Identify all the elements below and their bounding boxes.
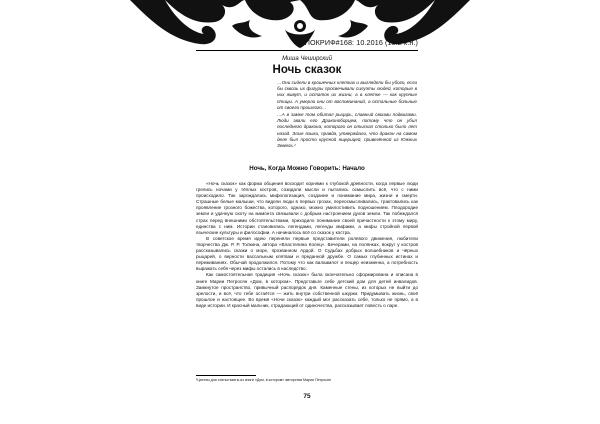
- section-heading: Ночь, Когда Можно Говорить: Начало: [249, 165, 365, 172]
- article-title: Ночь сказок: [272, 64, 342, 76]
- epigraph: [277, 80, 417, 150]
- page-number: 75: [303, 393, 311, 400]
- footnote: ¹Цитаты для статьи взяты из книги «Дом, в котором» авторства Марии Петросян: [196, 378, 331, 382]
- epigraph-paragraph: …Они сидели в крошечных клетках и выглядели бы убого, если бы сквозь их фигуры просвечивали силуэты людей, которые в них живут, и остаток их жизни, а в клетке — как крупные птицы. А умерли они от воспоминаний, а остальные больные от своего прошлого…: [277, 80, 417, 110]
- article-author: Миша Чеширский: [282, 56, 332, 62]
- body-paragraph: Как самостоятельная традиция «Ночь сказок» была окончательно сформирована и описана в книге Марии Петросян «Дом, в котором». Представьте себе детский дом для детей инвалидов. Замкнутое пространство, привычный распорядок дня. Каменные стены, из которых не выйти до зрелости, и всё, что тебе остаётся — жить внутри собственной шкурки. Придумывать жизнь, своё прошлое и настоящее. Во время «Ночи сказок» каждый мог рассказать себе, только не прямо, а в виде истории. И красный мальчик, страдающий от одиночества, рассказывает повесть о ларе.: [196, 272, 418, 308]
- epigraph-paragraph: …А в замке том обитал рыцарь, славный своими подвигами. Люди звали его Драконоборцем, потому что он убил последнего дракона, которого он отыскал столько было лет назад. Злые языки, правда, утверждали, что дракон на самом деле был просто крупной ящерицей, привезённой из Южных Земель.¹: [277, 112, 417, 149]
- body-paragraph: «Ночь сказок» как форма общения восходит корнями к глубокой древности, когда первые люди грелись ночами у тёплых костров, созидали мысли и пытались осмыслить всё, что с ними происходило. Так зарождалась мифологизация, создание и понимание мира, жизни и смерти. Страшные белые малыши, что видели люди в первых грозах, переосмысливались, трактовались как проявление грозного божества, которого, однако, можно умилостивить подношением. Плодородие земли и удачную охоту на мамонта связывали с добрым настроением духов земли. Так побеждался страх перед внешними обстоятельствами, приходило понимание своей причастности к этому миру, единства с ним. Истории становились легендами, легенды мифами, а мифы стройной первой языческие культуры и философии. А начиналось всё со сказок у костра.: [196, 181, 418, 235]
- header-divider: [196, 50, 418, 51]
- footnote-divider: [196, 375, 256, 376]
- body-paragraph: В советское время идею переняли первые представители ролевого движения, любители творчества Дж. Р. Р. Толкина, автора «Властелина Колец». Вечерами, на полянках, вокруг у костров рассказывались сказки о море, прозванном Ардой. О Судьбах добрых волшебников и чёрных рыцарей, о верности вассальным клятвам и преданной дружбе. О самых глубинных истинах и переживаниях. Обычай продолжился. Потому что как валаамлот и пещер неизменна, а потребность выражать себя через мифы остались в наследство.: [196, 235, 418, 272]
- article-body: [196, 181, 418, 309]
- running-header: АПОКРИФ#168: 10.2016 (15.2 к.н.): [299, 38, 418, 47]
